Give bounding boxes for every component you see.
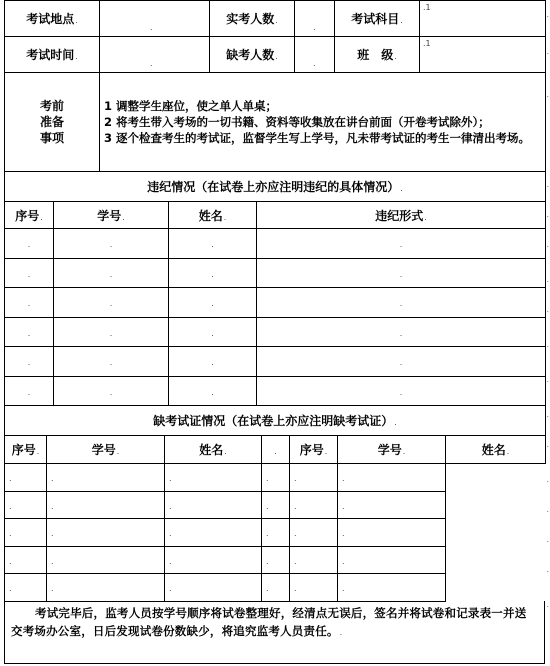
cell-mark: . [211, 240, 214, 250]
subject-label: 考试科目. [335, 1, 420, 37]
mid-cell-seq-right[interactable] [262, 519, 290, 547]
mid-cell-seq-left[interactable] [5, 519, 47, 547]
cell-mark: . [342, 529, 345, 539]
vio-cell-id[interactable] [54, 347, 169, 377]
cell-mark: . [342, 584, 345, 594]
cell-mark: . [109, 299, 113, 309]
mid-cell-name-left[interactable] [165, 519, 262, 547]
vio-cell-type[interactable] [257, 317, 546, 347]
vio-cell-type[interactable] [257, 288, 546, 318]
vio-cell-name[interactable] [169, 288, 257, 318]
cell-mark: . [294, 501, 297, 511]
time-label: 考试时间. [5, 37, 100, 73]
mid-header-id-left: 学号. [47, 436, 165, 464]
cell-mark: . [266, 529, 269, 539]
cell-mark: . [9, 474, 12, 484]
mid-cell-seq-left[interactable] [5, 464, 47, 492]
cell-mark: . [169, 529, 172, 539]
violation-row [5, 347, 546, 377]
cell-mark: . [27, 328, 31, 338]
violation-row [5, 229, 546, 259]
right-edge-marks: . . . . . . . . . . . . . . . . . [546, 10, 549, 609]
cell-mark: . [169, 584, 172, 594]
mid-cell-seq-left[interactable] [5, 546, 47, 574]
vio-header-type: 违纪形式. [257, 202, 546, 229]
mid-cell-name-right[interactable] [338, 464, 446, 492]
cell-mark: . [342, 556, 345, 566]
cell-mark: . [27, 387, 31, 397]
cell-mark: . [266, 556, 269, 566]
cell-mark: . [27, 240, 31, 250]
cell-mark: . [399, 328, 403, 338]
prep-item-1: 1 调整学生座位，使之单人单桌； [104, 99, 278, 113]
mid-cell-id-right[interactable] [290, 574, 338, 602]
subject-value[interactable]: .1 [420, 1, 546, 37]
location-value[interactable]: . [100, 1, 210, 37]
cell-mark: . [266, 584, 269, 594]
missing-id-title: 缺考试证情况（在试卷上亦应注明缺考试证）. [5, 406, 546, 436]
cell-mark: . [399, 387, 403, 397]
mid-cell-name-right[interactable] [338, 546, 446, 574]
mid-cell-id-right[interactable] [290, 519, 338, 547]
cell-mark: . [211, 269, 214, 279]
mid-header-id-right: 学号. [338, 436, 446, 464]
mid-divider-cell: . [262, 436, 290, 464]
vio-cell-type[interactable] [257, 347, 546, 377]
mid-cell-id-left[interactable] [47, 491, 165, 519]
cell-mark: . [51, 529, 54, 539]
prep-item-3: 3 逐个检查考生的考试证，监督学生写上学号，凡未带考试证的考生一律清出考场。 [104, 131, 531, 145]
cell-mark: . [9, 556, 12, 566]
class-value[interactable]: .1 [420, 37, 546, 73]
prep-item-2: 2 将考生带入考场的一切书籍、资料等收集放在讲台前面（开卷考试除外）； [104, 115, 490, 129]
missing-id-row [5, 491, 546, 519]
cell-mark: . [9, 501, 12, 511]
actual-count-value[interactable]: . [295, 1, 335, 37]
mid-cell-seq-right[interactable] [262, 574, 290, 602]
mid-cell-name-right[interactable] [338, 574, 446, 602]
prep-instructions [100, 73, 546, 172]
mid-cell-name-left[interactable] [165, 464, 262, 492]
cell-mark: . [266, 474, 269, 484]
mid-cell-seq-right[interactable] [262, 546, 290, 574]
mid-header-seq-right: 序号. [290, 436, 338, 464]
mid-cell-id-left[interactable] [47, 519, 165, 547]
cell-mark: . [109, 358, 113, 368]
vio-cell-seq[interactable] [5, 258, 54, 288]
footer-note: 考试完毕后，监考人员按学号顺序将试卷整理好，经清点无误后，签名并将试卷和记录表一并送交考场办公室，日后发现试卷份数缺少，将追究监考人员责任。. [4, 601, 545, 664]
mid-cell-seq-left[interactable] [5, 574, 47, 602]
vio-cell-type[interactable] [257, 376, 546, 406]
cell-mark: . [399, 299, 403, 309]
vio-cell-seq[interactable] [5, 376, 54, 406]
cell-mark: . [294, 529, 297, 539]
violations-title: 违纪情况（在试卷上亦应注明违纪的具体情况）. [5, 172, 546, 202]
cell-mark: . [342, 501, 345, 511]
cell-mark: . [109, 328, 113, 338]
absent-count-label: 缺考人数. [210, 37, 295, 73]
cell-mark: . [51, 474, 54, 484]
cell-mark: . [266, 501, 269, 511]
time-value[interactable]: . [100, 37, 210, 73]
cell-mark: . [109, 240, 113, 250]
mid-cell-seq-right[interactable] [262, 464, 290, 492]
cell-mark: . [109, 387, 113, 397]
cell-mark: . [211, 299, 214, 309]
violation-row [5, 376, 546, 406]
mid-header-name-right: 姓名. [446, 436, 546, 464]
mid-cell-name-right[interactable] [338, 491, 446, 519]
vio-cell-name[interactable] [169, 229, 257, 259]
cell-mark: . [169, 556, 172, 566]
vio-cell-type[interactable] [257, 229, 546, 259]
mid-cell-id-right[interactable] [290, 546, 338, 574]
cell-mark: . [294, 474, 297, 484]
mid-header-name-left: 姓名. [165, 436, 262, 464]
vio-cell-name[interactable] [169, 317, 257, 347]
missing-id-row [5, 519, 546, 547]
violation-row [5, 317, 546, 347]
vio-cell-id[interactable] [54, 229, 169, 259]
header-table [4, 0, 546, 172]
cell-mark: . [399, 269, 403, 279]
cell-mark: . [211, 358, 214, 368]
vio-cell-id[interactable] [54, 288, 169, 318]
mid-cell-name-right[interactable] [338, 519, 446, 547]
vio-header-seq: 序号. [5, 202, 54, 229]
vio-header-id: 学号. [54, 202, 169, 229]
vio-cell-type[interactable] [257, 258, 546, 288]
violation-row [5, 288, 546, 318]
absent-count-value[interactable]: . [295, 37, 335, 73]
mid-cell-id-left[interactable] [47, 546, 165, 574]
mid-cell-id-left[interactable] [47, 574, 165, 602]
vio-cell-seq[interactable] [5, 229, 54, 259]
mid-cell-id-right[interactable] [290, 464, 338, 492]
cell-mark: . [27, 269, 31, 279]
vio-cell-id[interactable] [54, 376, 169, 406]
actual-count-label: 实考人数. [210, 1, 295, 37]
cell-mark: . [27, 358, 31, 368]
violation-row [5, 258, 546, 288]
vio-cell-name[interactable] [169, 376, 257, 406]
cell-mark: . [109, 269, 113, 279]
vio-cell-name[interactable] [169, 258, 257, 288]
missing-id-table [4, 405, 546, 602]
vio-cell-seq[interactable] [5, 347, 54, 377]
vio-cell-id[interactable] [54, 258, 169, 288]
cell-mark: . [211, 387, 214, 397]
mid-cell-seq-left[interactable] [5, 491, 47, 519]
violations-rows [5, 229, 546, 406]
location-label: 考试地点. [5, 1, 100, 37]
cell-mark: . [9, 584, 12, 594]
prep-label: 考前 准备 事项 [5, 73, 100, 172]
mid-cell-seq-right[interactable] [262, 491, 290, 519]
vio-cell-name[interactable] [169, 347, 257, 377]
cell-mark: . [211, 328, 214, 338]
mid-cell-id-left[interactable] [47, 464, 165, 492]
missing-id-row [5, 464, 546, 492]
vio-header-name: 姓名. [169, 202, 257, 229]
missing-id-rows [5, 464, 546, 602]
violations-table [4, 171, 546, 406]
vio-cell-id[interactable] [54, 317, 169, 347]
mid-cell-name-left[interactable] [165, 574, 262, 602]
mid-header-seq-left: 序号. [5, 436, 47, 464]
cell-mark: . [294, 556, 297, 566]
class-label: 班 级. [335, 37, 420, 73]
cell-mark: . [27, 299, 31, 309]
mid-cell-name-left[interactable] [165, 546, 262, 574]
cell-mark: . [294, 584, 297, 594]
cell-mark: . [51, 501, 54, 511]
cell-mark: . [399, 240, 403, 250]
missing-id-row [5, 546, 546, 574]
missing-id-row [5, 574, 546, 602]
vio-cell-seq[interactable] [5, 288, 54, 318]
cell-mark: . [51, 584, 54, 594]
cell-mark: . [169, 474, 172, 484]
cell-mark: . [9, 529, 12, 539]
mid-cell-id-right[interactable] [290, 491, 338, 519]
cell-mark: . [169, 501, 172, 511]
cell-mark: . [51, 556, 54, 566]
vio-cell-seq[interactable] [5, 317, 54, 347]
cell-mark: . [399, 358, 403, 368]
cell-mark: . [342, 474, 345, 484]
mid-cell-name-left[interactable] [165, 491, 262, 519]
